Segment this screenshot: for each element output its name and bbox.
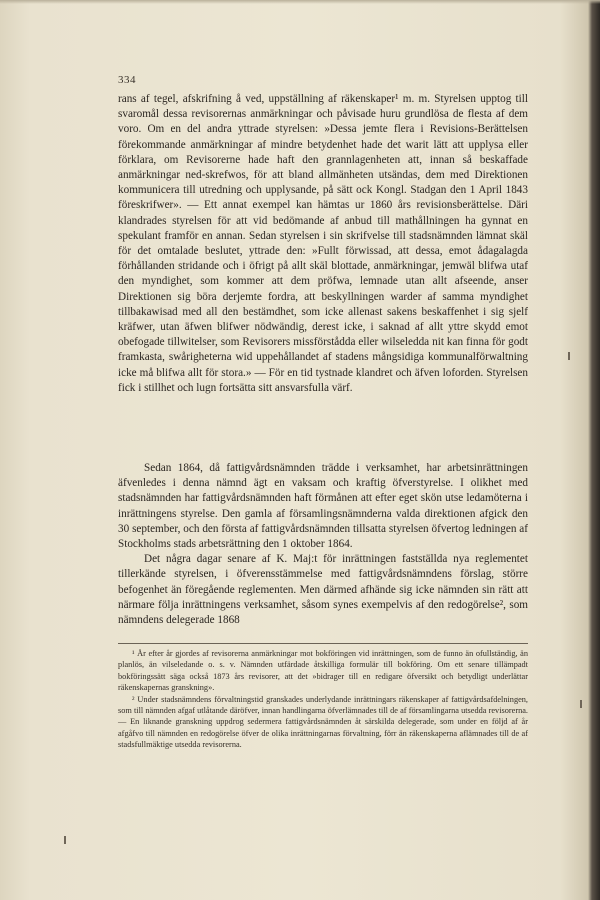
paragraph: Sedan 1864, då fattigvårdsnämnden trädde i verksamhet, har arbetsinrättningen äfvenledes i denna nämnd ägt en vaksam och kraftig öfverstyrelse. I olikhet med stadsnämnden har fattigvårdsnämnden haft förmånen att efter eget skön utse ledamöterna i inrättningens styrelse. Den gamla af församlingsnämnderna valda direktionen afgick den 30 september, och den första af fattigvårdsnämnden tillsatta styrelsen öfvertog ledningen af Stockholms stads arbetsrättning den 1 oktober 1864. <box>118 462 528 551</box>
paragraph: Det några dagar senare af K. Maj:t för inrättningen fastställda nya reglementet tillerkände styrelsen, i öfverensstämmelse med fattigvårdsnämndens förslag, större befogenhet än föregående reglementen. Men därmed afhände sig icke nämnden sin rätt att närmare följa inrättningens verksamhet, såsom synes exempelvis af den redogörelse², som nämndens delegerade 1868 <box>118 553 528 627</box>
footnotes <box>118 643 528 751</box>
section-1-text <box>118 92 528 396</box>
section-2-text <box>118 461 528 628</box>
footnote-1: ¹ År efter år gjordes af revisorerna anmärkningar mot bokföringen vid inrättningen, som de funno än ofullständig, än planlös, än vilseledande o. s. v. Nämnden utfärdade åtskilliga formulär till bokföring. Om ett senare tillämpadt bokföringssätt säga också 1873 års revisorer, att det »bidrager till en redigare öfversikt och betydligt underlättar räkenskapernas granskning». <box>118 649 528 693</box>
paragraph: rans af tegel, afskrifning å ved, uppställning af räkenskaper¹ m. m. Styrelsen upptog till svaromål dessa revisorernas anmärkningar och påvisade huru grundlösa de flesta af dem voro. Om en del andra yttrade styrelsen: »Dessa jemte flera i Revisions-Berättelsen förekommande anmärkningar af mindre betydenhet hade det warit lätt att upplysa eller förklara, om Revisorerne hade haft den grannlagenheten att, innan så beskaffade anmärkningar ned-skrefwos, för att bland allmänheten utsändas, dem med Direktionen kommunicera till utredning och upplysande, på sätt ock Kongl. Stadgan den 1 April 1843 föreskrifwer». — Ett annat exempel kan hämtas ur 1860 års revisionsberättelse. Däri klandrades styrelsen för att vid bedömande af anbud till mathållningen ha gynnat en spekulant framför en annan. Sedan styrelsen i sin skrifvelse till stadsnämnden lämnat skäl för det omtalade beslutet, yttrade den: »Fullt förwissad, att dessa, emot ådagalagda förhållanden stridande och i öfrigt på allt skäl blottade, anmärkningar, jemwäl blifwa utaf den myndighet, som kommer att dem pröfwa, lemnade utan allt afseende, anser Direktionen sig böra derjemte fordra, att beskyllningen warder af samma myndighet tillbakawisad med all den bestämdhet, som icke allenast sakens beskaffenhet i sig sjelf kräfwer, utan äfwen blifwer nödwändig, derest icke, i saknad af allt yttre skydd emot obefogade tillwitelser, som Revisorers missförstådda eller wilseledda nit kan finna för godt framkasta, swårigheterna wid uppehållandet af stadens mångsidiga kommunalförwaltning icke må blifwa allt för stora.» — För en tid tystnade klandret och äfven loforden. Styrelsen fick i stillhet och lugn fortsätta sitt ansvarsfulla värf. <box>118 93 528 394</box>
margin-mark <box>64 836 66 844</box>
margin-mark <box>580 700 582 708</box>
page-number: 334 <box>118 74 136 86</box>
footnote-2: ² Under stadsnämndens förvaltningstid granskades underlydande inrättningars räkenskaper af fattigvårdsafdelningen, som till nämnden afgaf utlåtande däröfver, innan handlingarna öfverlämnades till de af församlingarna utsedda revisorerna. — En liknande granskning uppdrog sedermera fattigvårdsnämnden åt särskilda delegerade, som under en följd af år afgåfvo till nämnden en redogörelse öfver de olika inrättningarnas förvaltning, förr än räkenskaperna aflämnades till de af stadsfullmäktige utsedda revisorerna. <box>118 694 528 750</box>
page-top-edge <box>0 0 600 4</box>
margin-mark <box>568 352 570 360</box>
